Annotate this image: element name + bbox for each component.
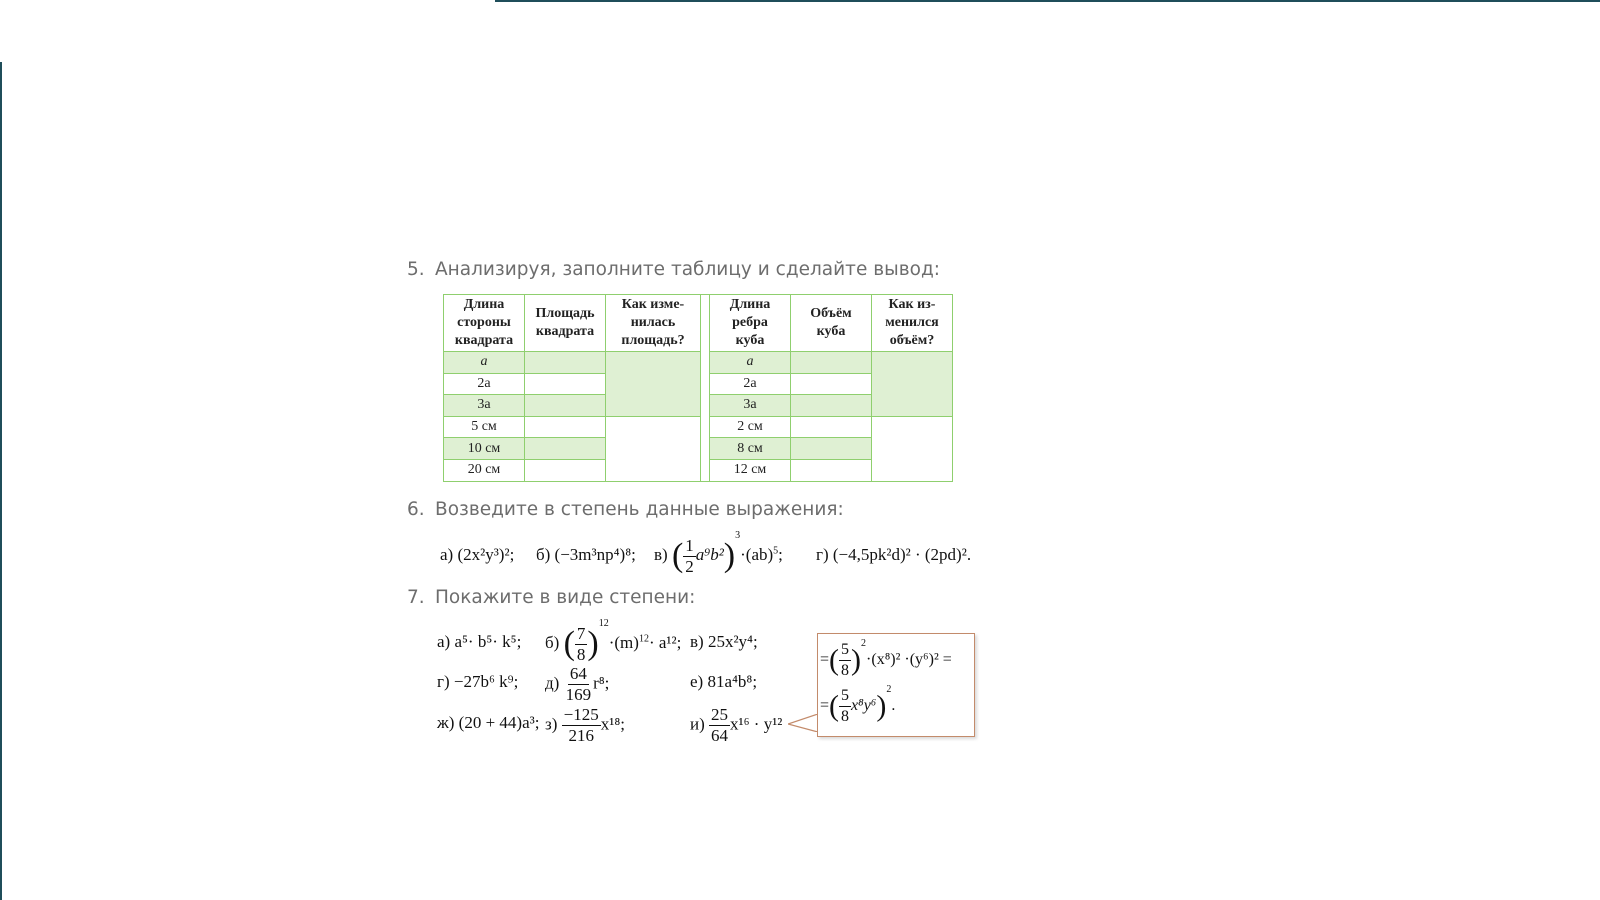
- task6-item-g: г) (−4,5pk²d)² · (2pd)².: [816, 545, 972, 564]
- square-area-cell[interactable]: [525, 459, 606, 481]
- cube-volume-cell[interactable]: [791, 395, 872, 417]
- task7-item-z: з) $\frac{-125}{216}$ x¹⁸;: [545, 705, 625, 745]
- task5-number: 5.: [407, 259, 425, 280]
- square-area-cell[interactable]: [525, 438, 606, 460]
- task7-item-d: д) $\frac{64}{169}$ r⁸;: [545, 664, 610, 704]
- task7-text: Покажите в виде степени:: [435, 587, 696, 608]
- square-side-cell: 2a: [444, 373, 525, 395]
- cube-edge-cell: 2 см: [710, 416, 791, 438]
- fraction: $\frac{5}{8}$: [841, 686, 850, 725]
- task7-item-i: и) $\frac{25}{64}$ x¹⁶ · y¹²: [690, 705, 783, 745]
- cube-edge-cell: 8 см: [710, 438, 791, 460]
- cube-volume-cell[interactable]: [791, 459, 872, 481]
- table-row: [444, 352, 953, 374]
- cube-volume-cell[interactable]: [791, 438, 872, 460]
- table-row: [444, 416, 953, 438]
- task5-text: Анализируя, заполните таблицу и сделайте вывод:: [435, 259, 940, 280]
- task6-item-b: б) (−3m³np⁴)⁸;: [536, 545, 636, 564]
- square-side-cell: 10 см: [444, 438, 525, 460]
- task7-item-b: б) ( $\frac{7}{8}$ )$^{12}\cdot(m)^{12}\cdot a^{12}$;: [545, 618, 682, 664]
- header-square-area: Площадь квадрата: [525, 295, 606, 352]
- task7-item-zh: ж) (20 + 44)a³;: [437, 713, 540, 732]
- task7-heading: [407, 587, 695, 608]
- task6-number: 6.: [407, 499, 425, 520]
- cube-edge-cell: 2a: [710, 373, 791, 395]
- left-border-line: [0, 62, 2, 900]
- task7-item-v: в) 25x²y⁴;: [690, 632, 758, 651]
- cube-volume-cell[interactable]: [791, 416, 872, 438]
- fraction: $\frac{25}{64}$: [711, 705, 729, 745]
- fraction: $\frac{5}{8}$: [841, 640, 850, 679]
- fraction: $\frac{64}{169}$: [565, 664, 592, 704]
- callout-tail: [788, 714, 818, 732]
- task7-item-a: а) a⁵· b⁵· k⁵;: [437, 632, 522, 651]
- cube-edge-cell: a: [710, 352, 791, 374]
- fraction: $\frac{-125}{216}$: [563, 705, 599, 745]
- task6-item-v: в) ( $\frac{1}{2}$ a⁹b²)$^3$·(ab)$^5$;: [654, 530, 783, 576]
- square-side-cell: 3a: [444, 395, 525, 417]
- header-area-change: Как изме- нилась площадь?: [606, 295, 701, 352]
- header-square-side: Длина стороны квадрата: [444, 295, 525, 352]
- square-side-cell: a: [444, 352, 525, 374]
- task6-text: Возведите в степень данные выражения:: [435, 499, 844, 520]
- callout-line-2: =( $\frac{5}{8}$ x⁸y⁶)$^2$.: [820, 684, 896, 725]
- area-change-cell[interactable]: [606, 352, 701, 417]
- task7-number: 7.: [407, 587, 425, 608]
- task6-heading: [407, 499, 844, 520]
- square-side-cell: 5 см: [444, 416, 525, 438]
- task6-item-a: а) (2x²y³)²;: [440, 545, 515, 564]
- cube-edge-cell: 3a: [710, 395, 791, 417]
- square-area-cell[interactable]: [525, 373, 606, 395]
- task5-table: [443, 294, 953, 482]
- volume-change-cell[interactable]: [872, 416, 953, 481]
- task7-item-g: г) −27b⁶ k⁹;: [437, 672, 519, 691]
- fraction: $\frac{7}{8}$: [576, 623, 586, 664]
- cube-volume-cell[interactable]: [791, 373, 872, 395]
- square-side-cell: 20 см: [444, 459, 525, 481]
- callout-line-1: =( $\frac{5}{8}$ )$^2$·(x⁸)² ·(y⁶)² =: [820, 638, 952, 679]
- square-area-cell[interactable]: [525, 416, 606, 438]
- top-border-line: [495, 0, 1600, 2]
- area-change-cell[interactable]: [606, 416, 701, 481]
- header-volume-change: Как из- менился объём?: [872, 295, 953, 352]
- header-cube-volume: Объём куба: [791, 295, 872, 352]
- table-separator: [701, 295, 710, 482]
- header-cube-edge: Длина ребра куба: [710, 295, 791, 352]
- volume-change-cell[interactable]: [872, 352, 953, 417]
- task5-heading: [407, 259, 940, 280]
- fraction: $\frac{1}{2}$: [685, 535, 694, 576]
- solution-callout: [817, 633, 975, 737]
- task7-item-e: е) 81a⁴b⁸;: [690, 672, 758, 691]
- cube-volume-cell[interactable]: [791, 352, 872, 374]
- table-header-row: [444, 295, 953, 352]
- square-area-cell[interactable]: [525, 395, 606, 417]
- square-area-cell[interactable]: [525, 352, 606, 374]
- cube-edge-cell: 12 см: [710, 459, 791, 481]
